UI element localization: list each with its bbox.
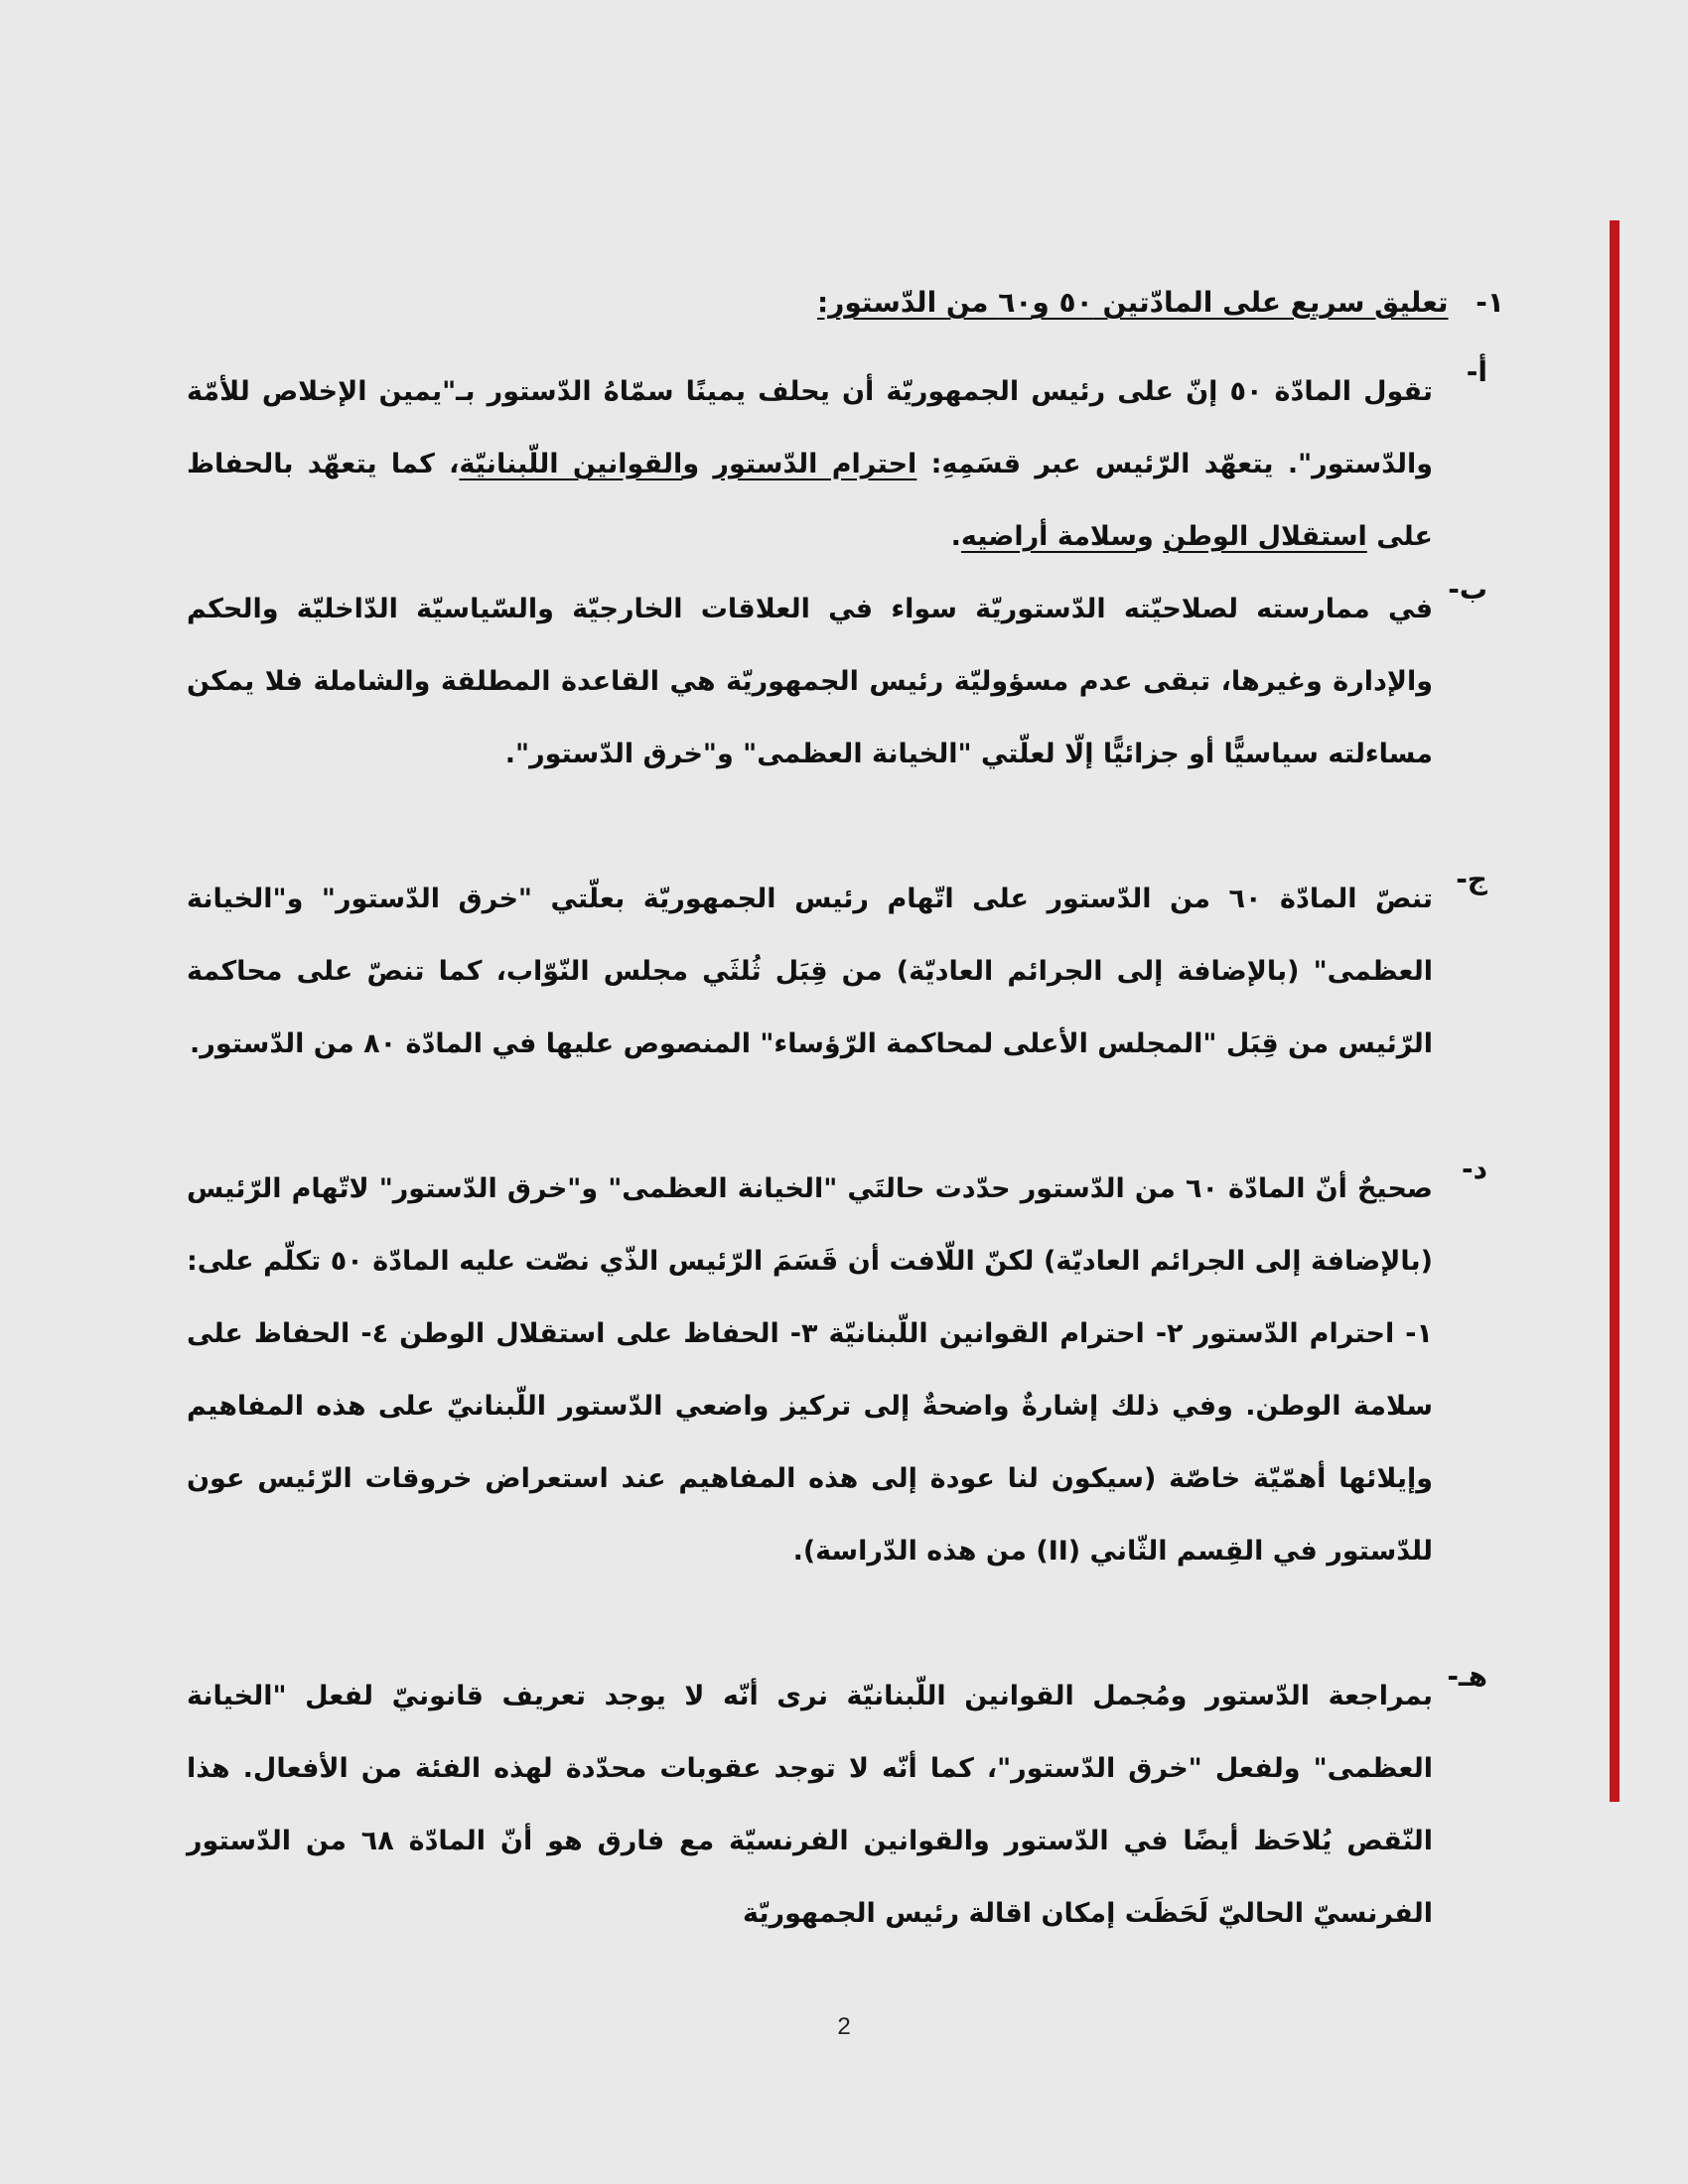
item-letter: ب-	[1448, 573, 1487, 606]
item-letter: ج-	[1456, 863, 1487, 895]
item-text-run: تقول المادّة ٥٠ إنّ على رئيس الجمهوريّة أن يحلف يمينًا سمّاهُ الدّستور بـ"يمين الإخلاص للأمّة والدّستور". يتعهّد الرّئيس عبر قسَمِهِ:	[187, 376, 1433, 479]
underlined-phrase: سلامة أراضيه	[960, 521, 1137, 552]
underlined-phrase: احترام الدّستور	[713, 449, 917, 479]
section-number: ١-	[1476, 286, 1504, 319]
page-number: 2	[837, 2013, 851, 2040]
item-text: في ممارسته لصلاحيّته الدّستوريّة سواء في العلاقات الخارجيّة والسّياسيّة الدّاخليّة والحكم والإدارة وغيرها، تبقى عدم مسؤوليّة رئيس الجمهوريّة هي القاعدة المطلقة والشاملة فلا يمكن مساءلته سياسيًّا أو جزائيًّا إلّا لعلّتي "الخيانة العظمى" و"خرق الدّستور".	[187, 594, 1433, 769]
item-text-run: ، كما يتعهّد بالحفاظ على	[187, 449, 1433, 552]
item-d	[187, 1153, 1487, 1587]
item-text-run: و	[682, 449, 714, 479]
item-text: تنصّ المادّة ٦٠ من الدّستور على اتّهام رئيس الجمهوريّة بعلّتي "خرق الدّستور" و"الخيانة العظمى" (بالإضافة إلى الجرائم العاديّة) من قِبَل ثُلثَي مجلس النّوّاب، كما تنصّ على محاكمة الرّئيس من قِبَل "المجلس الأعلى لمحاكمة الرّؤساء" المنصوص عليها في المادّة ٨٠ من الدّستور.	[187, 884, 1433, 1059]
item-e	[187, 1660, 1487, 1950]
section-title: تعليق سريع على المادّتين ٥٠ و٦٠ من الدّستور:	[817, 286, 1449, 319]
item-c	[187, 863, 1487, 1080]
underlined-phrase: استقلال الوطن	[1163, 521, 1367, 552]
item-letter: د-	[1462, 1153, 1487, 1185]
item-letter: هـ-	[1447, 1660, 1487, 1693]
item-a	[187, 355, 1487, 573]
section-heading	[817, 286, 1504, 319]
margin-rule	[1610, 220, 1619, 1802]
item-text-run: .	[950, 521, 961, 552]
item-text	[187, 355, 1433, 573]
underlined-phrase: القوانين اللّبنانيّة	[459, 449, 683, 479]
item-text: بمراجعة الدّستور ومُجمل القوانين اللّبنانيّة نرى أنّه لا يوجد تعريف قانونيّ لفعل "الخيانة العظمى" ولفعل "خرق الدّستور"، كما أنّه لا توجد عقوبات محدّدة لهذه الفئة من الأفعال. هذا النّقص يُلاحَظ أيضًا في الدّستور والقوانين الفرنسيّة مع فارق هو أنّ المادّة ٦٨ من الدّستور الفرنسيّ الحاليّ لَحَظَت إمكان اقالة رئيس الجمهوريّة	[187, 1681, 1433, 1929]
item-text: صحيحٌ أنّ المادّة ٦٠ من الدّستور حدّدت حالتَي "الخيانة العظمى" و"خرق الدّستور" لاتّهام الرّئيس (بالإضافة إلى الجرائم العاديّة) لكنّ اللّافت أن قَسَمَ الرّئيس الذّي نصّت عليه المادّة ٥٠ تكلّم على: ١- احترام الدّستور ٢- احترام القوانين اللّبنانيّة ٣- الحفاظ على استقلال الوطن ٤- الحفاظ على سلامة الوطن. وفي ذلك إشارةٌ واضحةٌ إلى تركيز واضعي الدّستور اللّبنانيّ على هذه المفاهيم وإيلائها أهمّيّة خاصّة (سيكون لنا عودة إلى هذه المفاهيم عند استعراض خروقات الرّئيس عون للدّستور في القِسم الثّاني (II) من هذه الدّراسة).	[187, 1173, 1433, 1567]
item-text-run: و	[1136, 521, 1164, 552]
item-b	[187, 573, 1487, 790]
item-letter: أ-	[1466, 355, 1487, 388]
